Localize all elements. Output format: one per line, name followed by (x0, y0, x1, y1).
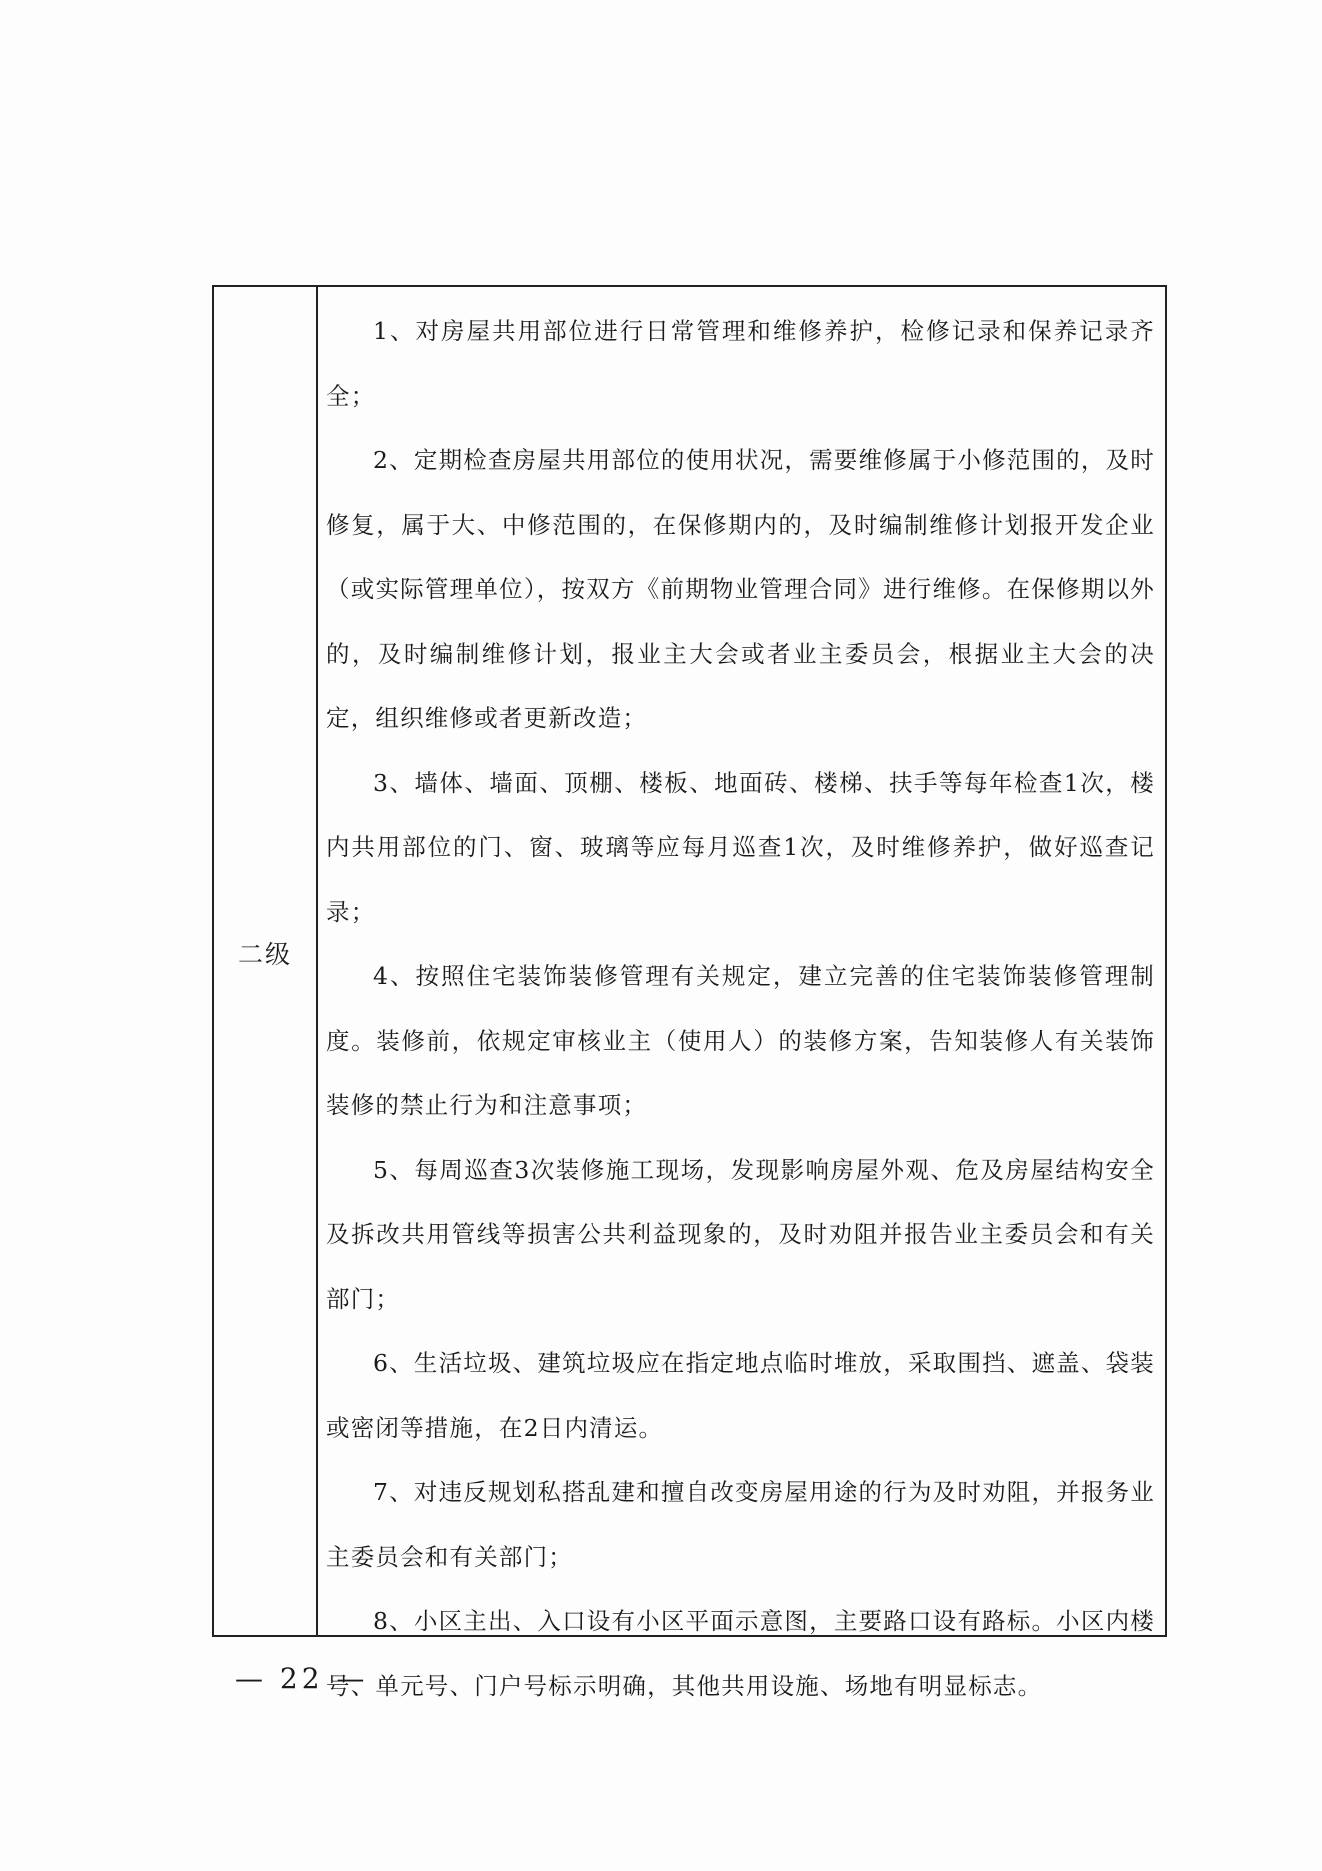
requirement-item-4: 4、按照住宅装饰装修管理有关规定，建立完善的住宅装饰装修管理制度。装修前，依规定审核业主（使用人）的装修方案，告知装修人有关装饰装修的禁止行为和注意事项； (326, 962, 1155, 1119)
level-cell (214, 287, 318, 1635)
requirement-item-3: 3、墙体、墙面、顶棚、楼板、地面砖、楼梯、扶手等每年检查1次，楼内共用部位的门、窗、玻璃等应每月巡查1次，及时维修养护，做好巡查记录； (326, 768, 1155, 926)
requirement-item-8: 8、小区主出、入口设有小区平面示意图，主要路口设有路标。小区内楼号、单元号、门户号标示明确，其他共用设施、场地有明显标志。 (326, 1607, 1155, 1700)
requirement-item-6: 6、生活垃圾、建筑垃圾应在指定地点临时堆放，采取围挡、遮盖、袋装或密闭等措施，在2日内清运。 (326, 1349, 1155, 1442)
requirement-item-7: 7、对违反规划私搭乱建和擅自改变房屋用途的行为及时劝阻，并报务业主委员会和有关部门； (326, 1478, 1155, 1571)
page-number: — 22 — (235, 1662, 369, 1695)
level-label: 二级 (237, 940, 292, 969)
requirement-item-1: 1、对房屋共用部位进行日常管理和维修养护，检修记录和保养记录齐全； (326, 317, 1155, 410)
requirement-item-2: 2、定期检查房屋共用部位的使用状况，需要维修属于小修范围的，及时修复，属于大、中修范围的，在保修期内的，及时编制维修计划报开发企业（或实际管理单位），按双方《前期物业管理合同》进行维修。在保修期以外的，及时编制维修计划，报业主大会或者业主委员会，根据业主大会的决定，组织维修或者更新改造； (326, 446, 1155, 732)
requirements-cell (318, 287, 1165, 1700)
requirement-item-5: 5、每周巡查3次装修施工现场，发现影响房屋外观、危及房屋结构安全及拆改共用管线等损害公共利益现象的，及时劝阻并报告业主委员会和有关部门； (326, 1155, 1155, 1313)
